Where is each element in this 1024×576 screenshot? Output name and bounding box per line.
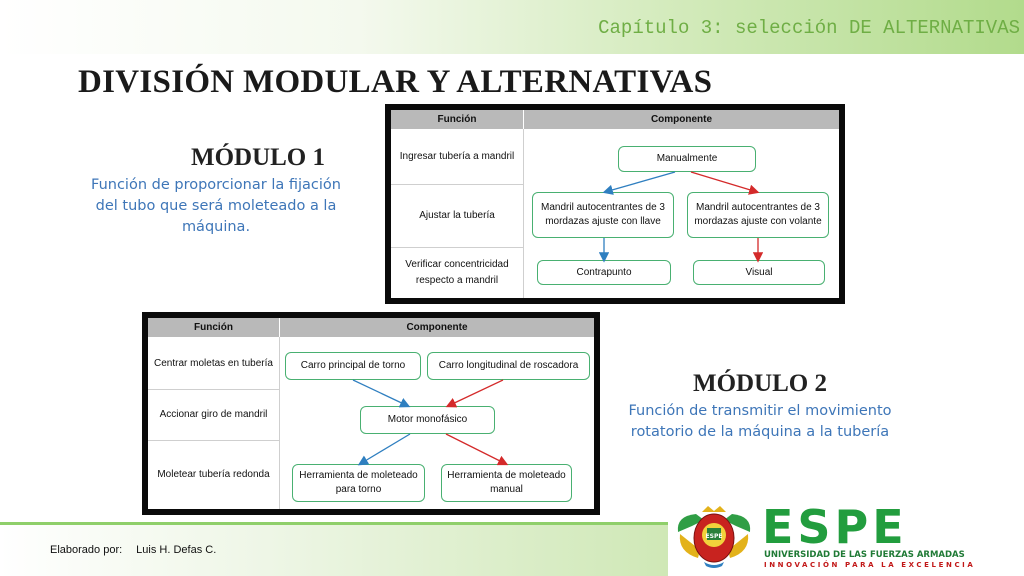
module1-header-component: Componente bbox=[524, 110, 839, 129]
university-seal-icon bbox=[674, 504, 754, 570]
module2-function-row: Accionar giro de mandril bbox=[148, 390, 279, 441]
module2-node-herramienta-manual: Herramienta de moleteado manual bbox=[441, 464, 572, 502]
module2-table bbox=[142, 312, 600, 515]
espe-logo bbox=[668, 500, 1024, 576]
espe-subtitle: UNIVERSIDAD DE LAS FUERZAS ARMADAS bbox=[764, 550, 965, 560]
footer-credit bbox=[50, 544, 230, 556]
module1-arrow bbox=[691, 172, 757, 192]
espe-motto: INNOVACIÓN PARA LA EXCELENCIA bbox=[764, 561, 976, 569]
module1-node-mandril-llave: Mandril autocentrantes de 3 mordazas ajuste con llave bbox=[532, 192, 674, 238]
module1-table bbox=[385, 104, 845, 304]
module1-description: Función de proporcionar la fijación del tubo que será moleteado a la máquina. bbox=[91, 177, 341, 235]
espe-brand: ESPE bbox=[762, 500, 908, 554]
module2-arrow bbox=[446, 434, 506, 464]
module2-arrows bbox=[148, 318, 594, 509]
module1-header-function: Función bbox=[391, 110, 523, 129]
footer-author: Luis H. Defas C. bbox=[136, 544, 217, 556]
module2-node-herramienta-torno: Herramienta de moleteado para torno bbox=[292, 464, 425, 502]
module2-header-function: Función bbox=[148, 318, 279, 337]
module2-arrow bbox=[360, 434, 410, 464]
module2-node-carro-longitudinal: Carro longitudinal de roscadora bbox=[427, 352, 590, 380]
page-title: DIVISIÓN MODULAR Y ALTERNATIVAS bbox=[78, 64, 713, 100]
module2-function-row: Moletear tubería redonda bbox=[157, 468, 270, 480]
module1-title: MÓDULO 1 bbox=[190, 144, 326, 171]
module2-title: MÓDULO 2 bbox=[692, 370, 828, 397]
chapter-title: Capítulo 3: selección DE ALTERNATIVAS bbox=[598, 17, 1020, 39]
module2-header-component: Componente bbox=[280, 318, 594, 337]
module1-node-contrapunto: Contrapunto bbox=[537, 260, 671, 285]
module2-arrow bbox=[353, 380, 408, 406]
module1-arrow bbox=[605, 172, 675, 192]
module2-arrow bbox=[448, 380, 503, 406]
module1-node-manualmente: Manualmente bbox=[618, 146, 756, 172]
module1-arrows bbox=[391, 110, 839, 298]
module1-function-row: Ajustar la tubería bbox=[391, 185, 523, 248]
module2-function-row: Centrar moletas en tubería bbox=[148, 338, 279, 390]
svg-text:ESPE: ESPE bbox=[705, 533, 723, 540]
module1-function-row: Ingresar tubería a mandril bbox=[391, 130, 523, 185]
module2-description: Función de transmitir el movimiento rotatorio de la máquina a la tubería bbox=[628, 403, 892, 440]
footer-label: Elaborado por: bbox=[50, 544, 123, 556]
module2-node-carro-principal: Carro principal de torno bbox=[285, 352, 421, 380]
module2-node-motor: Motor monofásico bbox=[360, 406, 495, 434]
module1-node-mandril-volante: Mandril autocentrantes de 3 mordazas ajuste con volante bbox=[687, 192, 829, 238]
module1-function-row: Verificar concentricidad respecto a mandril bbox=[405, 258, 509, 286]
module1-node-visual: Visual bbox=[693, 260, 825, 285]
